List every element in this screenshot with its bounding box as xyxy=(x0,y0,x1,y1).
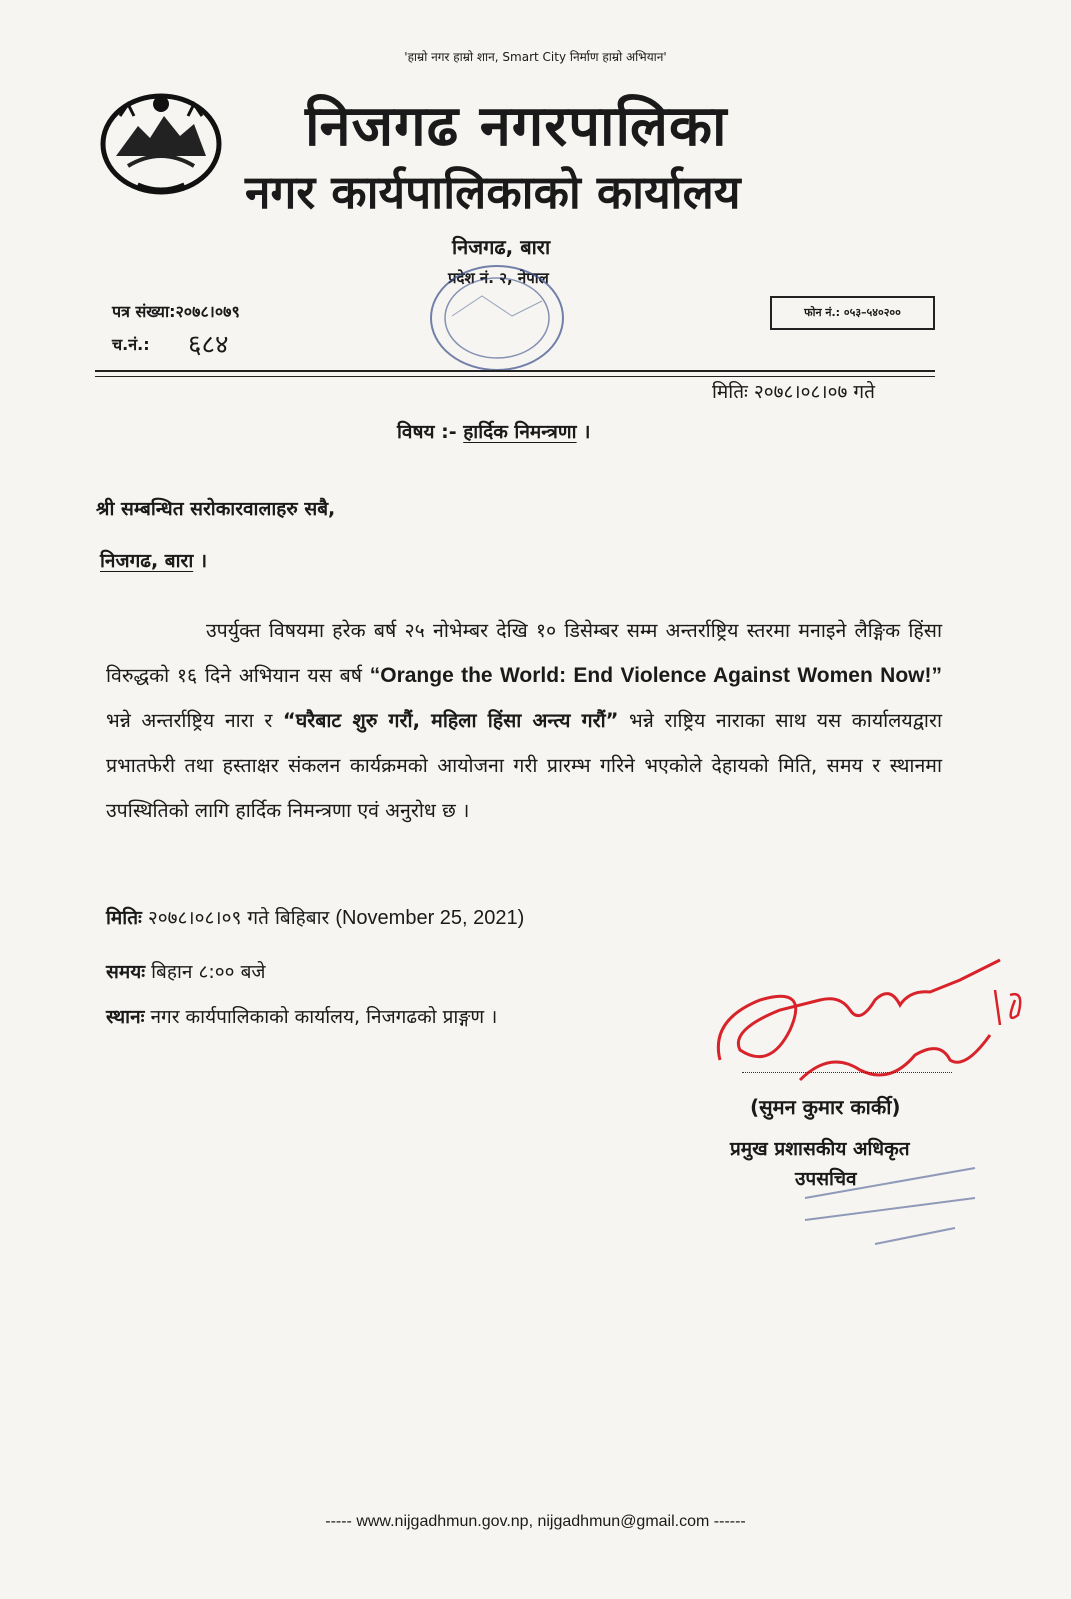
body-part1: उपर्युक्त विषयमा हरेक बर्ष २५ नोभेम्बर देखि १० डिसेम्बर सम्म अन्तर्राष्ट्रिय स्तरमा मनाइने लैङ्गिक हिंसा विरुद्धको १६ दिने अभियान यस बर्ष xyxy=(106,619,942,687)
address-line2: प्रदेश नं. २, नेपाल xyxy=(448,269,549,287)
event-time-value: बिहान ८:०० बजे xyxy=(145,961,266,983)
subject-line xyxy=(397,418,590,444)
letterhead-slogan: 'हाम्रो नगर हाम्रो शान, Smart City निर्माण हाम्रो अभियान' xyxy=(404,50,667,64)
signatory-name: (सुमन कुमार कार्की) xyxy=(750,1095,901,1119)
dispatch-number: ६८४ xyxy=(188,330,229,360)
event-time xyxy=(106,958,266,984)
body-part3: भन्ने राष्ट्रिय नाराका साथ यस कार्यालयद्वारा प्रभातफेरी तथा हस्ताक्षर संकलन कार्यक्रमको आयोजना गरी प्रारम्भ गरिने भएकोले देहायको मिति, समय र स्थानमा उपस्थितिको लागि हार्दिक निमन्त्रणा एवं अनुरोध छ । xyxy=(106,709,942,822)
org-name: निजगढ नगरपालिका xyxy=(305,94,728,159)
addressee-place: निजगढ, बारा xyxy=(100,550,194,572)
event-time-label: समयः xyxy=(106,961,146,983)
name-seal-stamp xyxy=(785,1158,995,1258)
subject-label: विषय :- xyxy=(397,421,464,443)
body-part2: भन्ने अन्तर्राष्ट्रिय नारा र xyxy=(106,709,283,732)
dispatch-number-label: च.नं.: xyxy=(112,335,150,354)
addressee-end: । xyxy=(193,550,208,572)
body-slogan-np: “घरैबाट शुरु गरौं, महिला हिंसा अन्त्य गरौं” xyxy=(282,709,619,732)
phone-box: फोन नं.: ०५३–५४०२०० xyxy=(770,296,935,330)
header-rule xyxy=(95,370,935,372)
event-date xyxy=(106,904,524,930)
office-name: नगर कार्यपालिकाको कार्यालय xyxy=(245,165,741,219)
event-place-label: स्थानः xyxy=(106,1006,145,1028)
addressee-line1: श्री सम्बन्धित सरोकारवालाहरु सबै, xyxy=(96,498,336,520)
footer-contact: ----- www.nijgadhmun.gov.np, nijgadhmun@gmail.com ------ xyxy=(325,1513,746,1530)
office-stamp xyxy=(422,256,572,386)
header-rule-thin xyxy=(95,376,935,377)
signature-line xyxy=(742,1072,952,1073)
address-line1: निजगढ, बारा xyxy=(452,235,551,259)
signatory-designation: प्रमुख प्रशासकीय अधिकृत xyxy=(730,1138,910,1160)
letter-date: मितिः २०७८।०८।०७ गते xyxy=(712,381,875,403)
letter-body xyxy=(106,608,942,833)
subject-text: हार्दिक निमन्त्रणा xyxy=(463,421,577,443)
letter-number: पत्र संख्या:२०७८।०७९ xyxy=(112,302,240,321)
event-place xyxy=(106,1003,497,1029)
addressee-line2 xyxy=(100,547,207,573)
event-date-value: २०७८।०८।०९ गते बिहिबार xyxy=(141,907,336,929)
event-date-label: मितिः xyxy=(106,907,142,929)
subject-end: । xyxy=(576,421,591,443)
body-slogan-en: “Orange the World: End Violence Against Women Now!” xyxy=(369,664,942,687)
handwritten-signature xyxy=(700,930,1040,1090)
nepal-emblem-icon xyxy=(98,86,224,196)
event-date-en: (November 25, 2021) xyxy=(335,907,525,929)
event-place-value: नगर कार्यपालिकाको कार्यालय, निजगढको प्राङ्गण । xyxy=(144,1006,498,1028)
signatory-rank: उपसचिव xyxy=(795,1168,857,1190)
